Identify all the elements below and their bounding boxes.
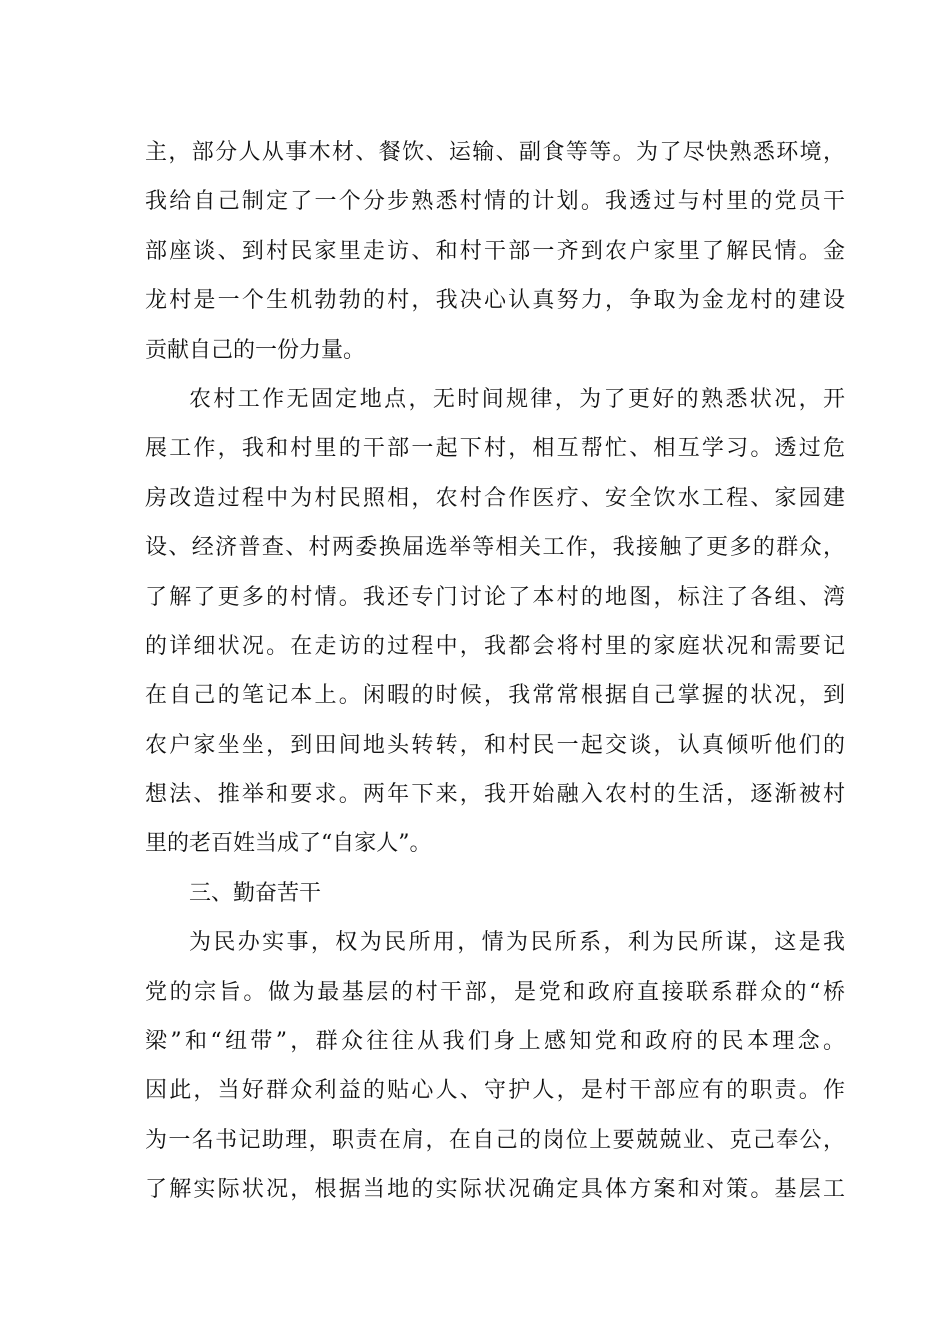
text-line: 了解了更多的村情。我还专门讨论了本村的地图，标注了各组、湾 <box>145 584 845 610</box>
text-line: 了解实际状况，根据当地的实际状况确定具体方案和对策。基层工 <box>145 1177 845 1203</box>
text-line: 主，部分人从事木材、餐饮、运输、副食等等。为了尽快熟悉环境， <box>145 140 845 165</box>
text-line: 我给自己制定了一个分步熟悉村情的计划。我透过与村里的党员干 <box>145 189 845 215</box>
text-line: 龙村是一个生机勃勃的村，我决心认真努力，争取为金龙村的建设 <box>145 288 845 314</box>
text-line: 部座谈、到村民家里走访、和村干部一齐到农户家里了解民情。金 <box>145 238 845 264</box>
text-line: 为民办实事，权为民所用，情为民所系，利为民所谋，这是我 <box>189 930 845 956</box>
text-line: 因此，当好群众利益的贴心人、守护人，是村干部应有的职责。作 <box>145 1078 845 1104</box>
text-line: 房改造过程中为村民照相，农村合作医疗、安全饮水工程、家园建 <box>145 485 845 511</box>
text-line: 的详细状况。在走访的过程中，我都会将村里的家庭状况和需要记 <box>145 633 845 659</box>
text-line: 里的老百姓当成了“自家人”。 <box>145 831 432 857</box>
text-line: 农村工作无固定地点，无时间规律，为了更好的熟悉状况，开 <box>189 386 845 412</box>
text-line: 党的宗旨。做为最基层的村干部，是党和政府直接联系群众的“桥 <box>145 979 845 1005</box>
text-line: 设、经济普查、村两委换届选举等相关工作，我接触了更多的群众， <box>145 535 845 561</box>
text-line: 农户家坐坐，到田间地头转转，和村民一起交谈，认真倾听他们的 <box>145 732 845 758</box>
text-line: 展工作，我和村里的干部一起下村，相互帮忙、相互学习。透过危 <box>145 436 845 462</box>
text-line: 为一名书记助理，职责在肩，在自己的岗位上要兢兢业、克己奉公， <box>145 1127 845 1153</box>
document-body <box>145 128 845 1215</box>
text-line: 在自己的笔记本上。闲暇的时候，我常常根据自己掌握的状况，到 <box>145 683 845 709</box>
text-line: 梁”和“纽带”，群众往往从我们身上感知党和政府的民本理念。 <box>145 1029 845 1055</box>
text-line: 三、勤奋苦干 <box>189 880 322 906</box>
text-line: 贡献自己的一份力量。 <box>145 337 366 363</box>
text-line: 想法、推举和要求。两年下来，我开始融入农村的生活，逐渐被村 <box>145 782 845 808</box>
